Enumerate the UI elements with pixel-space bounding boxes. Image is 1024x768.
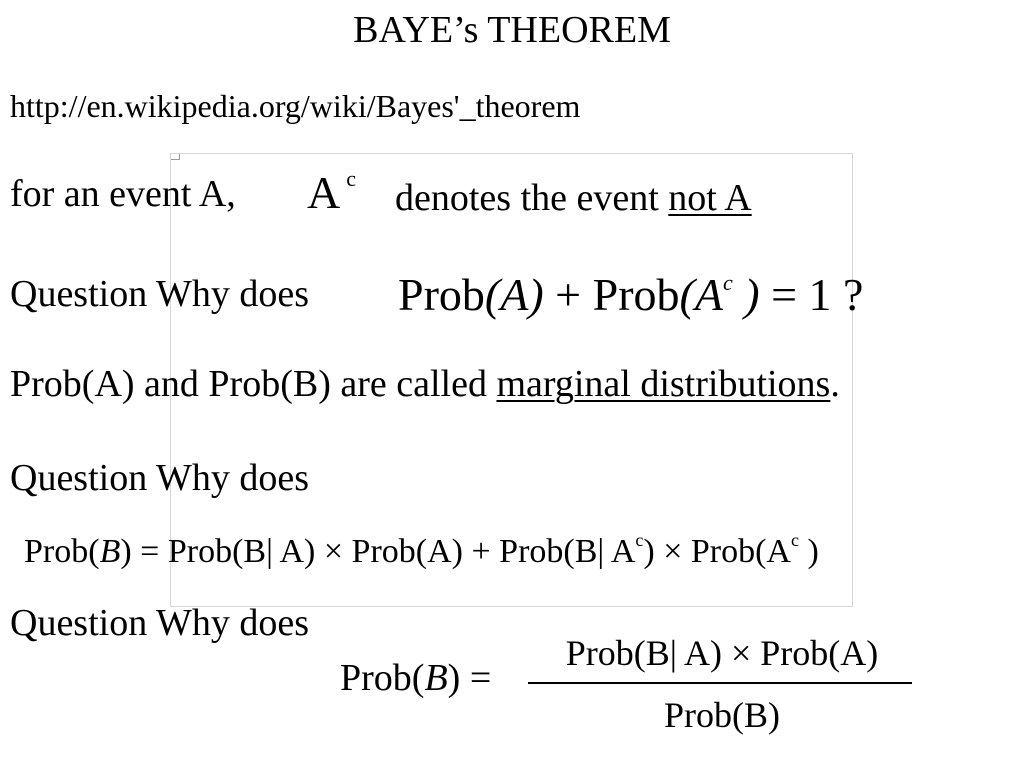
- eq2-lhs-prob: Prob(: [24, 533, 100, 570]
- complement-base: A: [307, 167, 341, 218]
- eq1-open-a: (: [484, 269, 501, 320]
- complement-symbol: [307, 166, 356, 219]
- event-definition-text: denotes the event: [395, 177, 659, 219]
- equation-total-probability: [24, 530, 819, 571]
- eq2-end: ): [798, 533, 819, 570]
- eq2-mid: ) × Prob(A: [643, 533, 791, 570]
- event-definition: [395, 176, 752, 220]
- reference-url[interactable]: http://en.wikipedia.org/wiki/Bayes'_theorem: [10, 88, 581, 124]
- frame-corner-icon: [171, 154, 180, 160]
- eq1-prob-ac: Prob: [592, 269, 680, 320]
- eq1-open-ac: (: [679, 269, 695, 320]
- eq2-terms: ) = Prob(B| A) × Prob(A) + Prob(B| A: [120, 533, 636, 570]
- eq1-rhs: = 1 ?: [759, 269, 864, 320]
- eq1-plus: +: [543, 269, 593, 320]
- not-a-underlined: not A: [668, 177, 752, 219]
- eq2-sup-1: c: [635, 530, 644, 550]
- eq1-close-ac: ): [732, 269, 760, 320]
- marginal-text: Prob(A) and Prob(B) are called: [10, 363, 487, 405]
- eq3-lhs-prob: Prob(: [340, 657, 425, 699]
- eq1-prob-a: Prob: [398, 269, 485, 320]
- eq3-lhs-var: B: [424, 657, 448, 699]
- eq1-ac-sup: c: [722, 270, 733, 295]
- eq1-ac-base: A: [694, 269, 723, 320]
- eq2-lhs-var: B: [99, 533, 121, 570]
- event-prefix: for an event A,: [10, 173, 236, 215]
- eq1-close-a: ): [528, 269, 544, 320]
- bayes-numerator: Prob(B| A) × Prob(A): [565, 633, 879, 673]
- slide-title: BAYE’s THEOREM: [353, 9, 671, 51]
- question-3-text: Question Why does: [10, 602, 310, 644]
- marginal-distributions-underlined: marginal distributions: [496, 363, 831, 405]
- question-1-text: Question Why does: [10, 273, 310, 315]
- marginal-line: [10, 362, 840, 406]
- eq1-a: A: [500, 269, 529, 320]
- equation-complement-sum: [398, 268, 863, 321]
- bayes-denominator: Prob(B): [664, 695, 780, 735]
- marginal-period: .: [830, 363, 840, 405]
- question-2-text: Question Why does: [10, 457, 310, 499]
- fraction-bar: [528, 682, 912, 684]
- eq3-lhs-end: ) =: [447, 657, 492, 699]
- complement-superscript: c: [346, 166, 356, 191]
- bayes-equation-lhs: [340, 656, 491, 700]
- eq2-sup-2: c: [790, 530, 799, 550]
